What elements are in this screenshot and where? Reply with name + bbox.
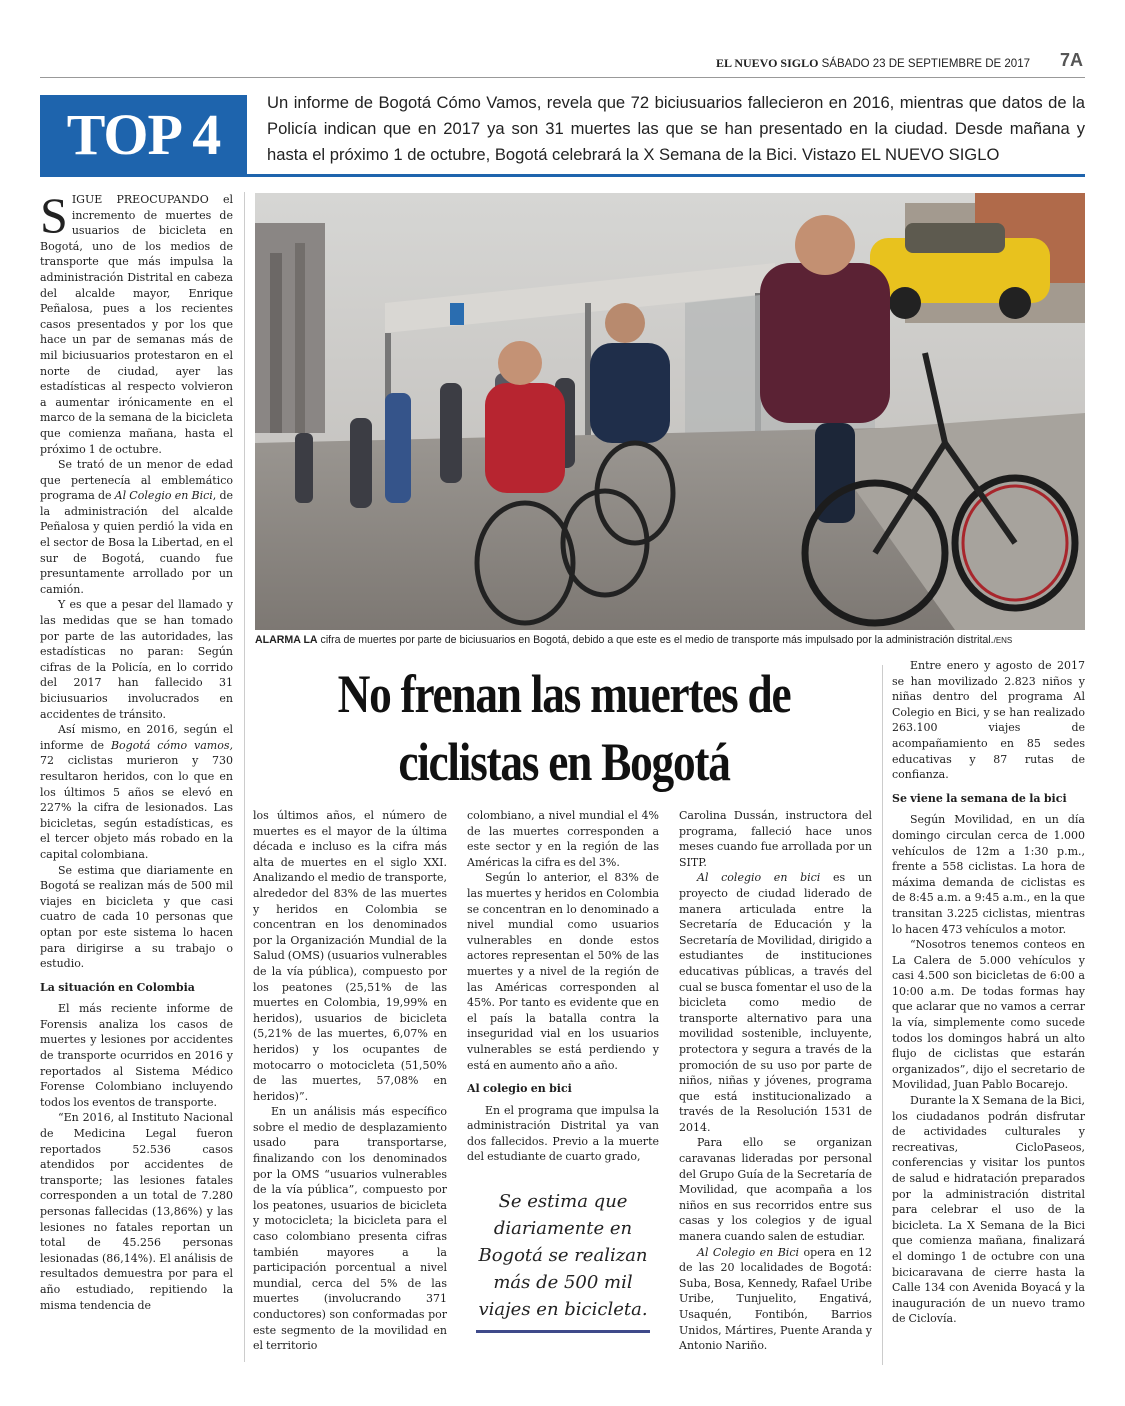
subhead-situacion-colombia: La situación en Colombia: [40, 980, 195, 994]
article-headline: [310, 660, 817, 796]
col1-paragraph-4: Así mismo, en 2016, según el informe de Bogotá cómo vamos, 72 ciclistas murieron y 730 resultaron heridos, con lo que en los últimos 5 años se elevó en 227% la cifra de lesionados. Las bicicletas, según estadísticas, es el tercer objeto más robado en la capital colombiana.: [40, 723, 233, 861]
col4-paragraph-2: Al colegio en bici es un proyecto de ciudad liderado de manera articulada entre la Secretaría de Educación y la Secretaría de Movilidad, dirigido a estudiantes de instituciones educativas públicas, a través del cual se busca fomentar el uso de la bicicleta como medio de transporte alternativo para una movilidad sostenible, incluyente, protectora y segura a través de la promoción de su uso por parte de niños, niñas y jóvenes, programa que está institucionalizado a través de la Resolución 1531 de 2014.: [679, 871, 872, 1134]
cyclists-photo-illustration: [255, 193, 1085, 630]
col4-paragraph-3: Para ello se organizan caravanas lideradas por personal del Grupo Guía de la Secretaría de Movilidad, que acompaña a los niños en sus recorridos entre sus casas y los colegios y de igual manera cuando salen de estudiar.: [679, 1136, 872, 1244]
pull-quote-rule: [476, 1330, 650, 1333]
column-separator: [882, 665, 883, 1365]
column-5: [892, 658, 1085, 1327]
banner-rule: [40, 174, 1085, 177]
col1-paragraph-2: Se trató de un menor de edad que pertenecía al emblemático programa de Al Colegio en Bici, de la administración del alcalde Peñalosa y quien perdió la vida en el sector de Bosa la Libertad, en el sur de Bogotá, cuando fue presuntamente arrollado por un camión.: [40, 458, 234, 596]
column-3: [467, 808, 659, 1165]
headline-line-2: ciclistas en Bogotá: [398, 732, 730, 792]
headline-line-1: No frenan las muertes de: [337, 664, 791, 724]
col5-paragraph-4: Durante la X Semana de la Bici, los ciudadanos podrán disfrutar de actividades culturales y recreativas, CicloPaseos, conferencias y visitar los puntos de salud e hidratación preparados por la administración distrital para celebrar el uso de la bicicleta. La X Semana de la Bici que comienza mañana, finalizará el domingo 1 de octubre con una bicicaravana de cierre hasta la Calle 134 con Avenida Boyacá y la inauguración de un nuevo tramo de Ciclovía.: [892, 1094, 1085, 1326]
pull-quote: Se estima que diariamente en Bogotá se realizan más de 500 mil viajes en bicicleta.: [478, 1191, 648, 1320]
column-1: [40, 187, 234, 1313]
page-number: 7A: [1060, 50, 1084, 70]
banner-lead-text: Un informe de Bogotá Cómo Vamos, revela que 72 biciusuarios fallecieron en 2016, mientras que datos de la Policía indican que en 2017 ya son 31 muertes las que se han presentado en la ciudad. Desde mañana y hasta el próximo 1 de octubre, Bogotá celebrará la X Semana de la Bici. Vistazo EL NUEVO SIGLO: [267, 93, 1085, 164]
col1-paragraph-7: “En 2016, al Instituto Nacional de Medicina Legal fueron reportados 52.536 casos atendidos por accidentes de transporte; las lesiones fatales corresponden a un total de 7.280 personas fallecidas (13,86%) y las lesiones no fatales reportan un total de 45.256 personas lesionadas (86,14%). El análisis de resultados demuestra por para el año estudiado, repitiendo la misma tendencia de: [40, 1111, 233, 1312]
col1-paragraph-3: Y es que a pesar del llamado y las medidas que se han tomado por parte de las autoridades, las estadísticas no paran: Según cifras de la Policía, en lo corrido del 2017 han fallecido 31 biciusuarios involucrados en accidentes de tránsito.: [40, 598, 233, 721]
col5-paragraph-3: “Nosotros tenemos conteos en La Calera de 5.000 vehículos y casi 4.500 son bicicletas de 6:00 a 10:00 a.m. De todas formas hay que aclarar que no vamos a cerrar la vía, simplemente como sucede todos los domingos habrá un alto flujo de ciclistas que estarán organizados”, dijo el secretario de Movilidad, Juan Pablo Bocarejo.: [892, 938, 1085, 1092]
col3-paragraph-2: Según lo anterior, el 83% de las muertes y heridos en Colombia se concentran en lo denominado a nivel mundial como usuarios vulnerables en donde estos actores representan el 50% de las muertes y a nivel de la región de las Américas corresponden al 45%. Por tanto es evidente que en el país la batalla contra la inseguridad vial en los usuarios vulnerables se está perdiendo y está en aumento año a año.: [467, 871, 659, 1072]
drop-cap: S: [40, 187, 68, 243]
column-separator: [244, 192, 245, 1362]
masthead-line: [700, 56, 1030, 71]
photo-credit: /ENS: [993, 636, 1013, 645]
col3-paragraph-1: colombiano, a nivel mundial el 4% de las muertes corresponden a este sector y en la región de las Américas la cifra es del 3%.: [467, 809, 659, 869]
caption-text: cifra de muertes por parte de biciusuarios en Bogotá, debido a que este es el medio de transporte más impulsado por la administración distrital.: [317, 634, 994, 646]
col5-paragraph-1: Entre enero y agosto de 2017 se han movilizado 2.823 niños y niñas dentro del programa Al Colegio en Bici, y se han realizado 263.100 viajes de acompañamiento en 85 sedes educativas y 87 rutas de confianza.: [892, 659, 1085, 782]
subhead-al-colegio-en-bici: Al colegio en bici: [467, 1082, 572, 1096]
col1-paragraph-6: El más reciente informe de Forensis analiza los casos de muertes y lesiones por accidentes de transporte ocurridos en 2016 y reportados al Sistema Médico Forense Colombiano incluyendo todos los eventos de transporte.: [40, 1002, 233, 1109]
header-rule: [40, 77, 1085, 78]
col4-paragraph-1: Carolina Dussán, instructora del programa, falleció hace unos meses cuando fue arrollada por un SITP.: [679, 809, 872, 869]
top-4-label: TOP 4: [40, 95, 247, 175]
photo-caption: [255, 634, 1085, 646]
col2-paragraph-1: los últimos años, el número de muertes es el mayor de la última década e incluso es la cifra más alta de muertes en el siglo XXI. Analizando el medio de transporte, alrededor del 83% de las muertes y heridos en Colombia se concentran en los denominados por la Organización Mundial de la Salud (OMS) (usuarios vulnerables de la vía pública), compuesto por los peatones (25,51% de las muertes en Colombia, 19,99% en heridos), usuarios de bicicleta (5,21% de las muertes, 6,07% en heridos) y los ocupantes de motocarro o motocicleta (51,50% de las muertes, 57,08% en heridos)”.: [253, 809, 447, 1103]
col4-paragraph-4: Al Colegio en Bici opera en 12 de las 20 localidades de Bogotá: Suba, Bosa, Kennedy, Rafael Uribe Uribe, Tunjuelito, Engativá, Usaquén, Fontibón, Barrios Unidos, Mártires, Puente Aranda y Antonio Nariño.: [679, 1245, 872, 1353]
caption-lead: ALARMA LA: [255, 634, 318, 646]
col2-paragraph-2: En un análisis más específico sobre el medio de desplazamiento usado para transportarse, finalizando con los denominados por la OMS “usuarios vulnerables de la vía pública”, compuesto por los peatones, usuarios de bicicleta y motocicleta; la bicicleta para el caso colombiano presenta cifras también mayores a la participación porcentual a nivel mundial, cerca del 5% de las muertes (involucrando 371 conductores) son conformadas por este segmento de la movilidad en el territorio: [253, 1105, 447, 1353]
subhead-semana-de-la-bici: Se viene la semana de la bici: [892, 791, 1067, 805]
paper-name: EL NUEVO SIGLO: [715, 56, 819, 70]
col1-paragraph-1: SIGUE PREOCUPANDO el incremento de muertes de usuarios de bicicleta en Bogotá, uno de los medios de transporte que más impulsa la administración Distrital en cabeza del alcalde mayor, Enrique Peñalosa, pues a los recientes casos presentados y por los que hace un par de semanas más de mil biciusuarios protestaron en el norte de ciudad, ayer las estadísticas al respecto volvieron a aumentar irónicamente en el marco de la semana de la bicicleta que comienza mañana, hasta el próximo 1 de octubre.: [40, 187, 233, 456]
col3-paragraph-3: En el programa que impulsa la administración Distrital ya van dos fallecidos. Previo a la muerte del estudiante de cuarto grado,: [467, 1103, 659, 1164]
col1-paragraph-5: Se estima que diariamente en Bogotá se realizan más de 500 mil viajes en bicicleta y que casi cuatro de cada 10 personas que optan por este sistema lo hacen para dirigirse a su trabajo o estudio.: [40, 863, 233, 971]
column-4: [679, 808, 872, 1354]
cyclists-photo: [255, 193, 1085, 630]
column-2: [253, 808, 447, 1354]
col5-paragraph-2: Según Movilidad, en un día domingo circulan cerca de 1.000 vehículos de 12m a 1:30 p.m., frente a 558 ciclistas. La hora de máxima demanda de ciclistas es de 8:45 a.m. a 9:45 a.m., en la que transitan 3.225 ciclistas, mientras lo hacen 473 vehículos a motor.: [892, 813, 1085, 936]
issue-date: SÁBADO 23 DE SEPTIEMBRE DE 2017: [821, 58, 1030, 70]
